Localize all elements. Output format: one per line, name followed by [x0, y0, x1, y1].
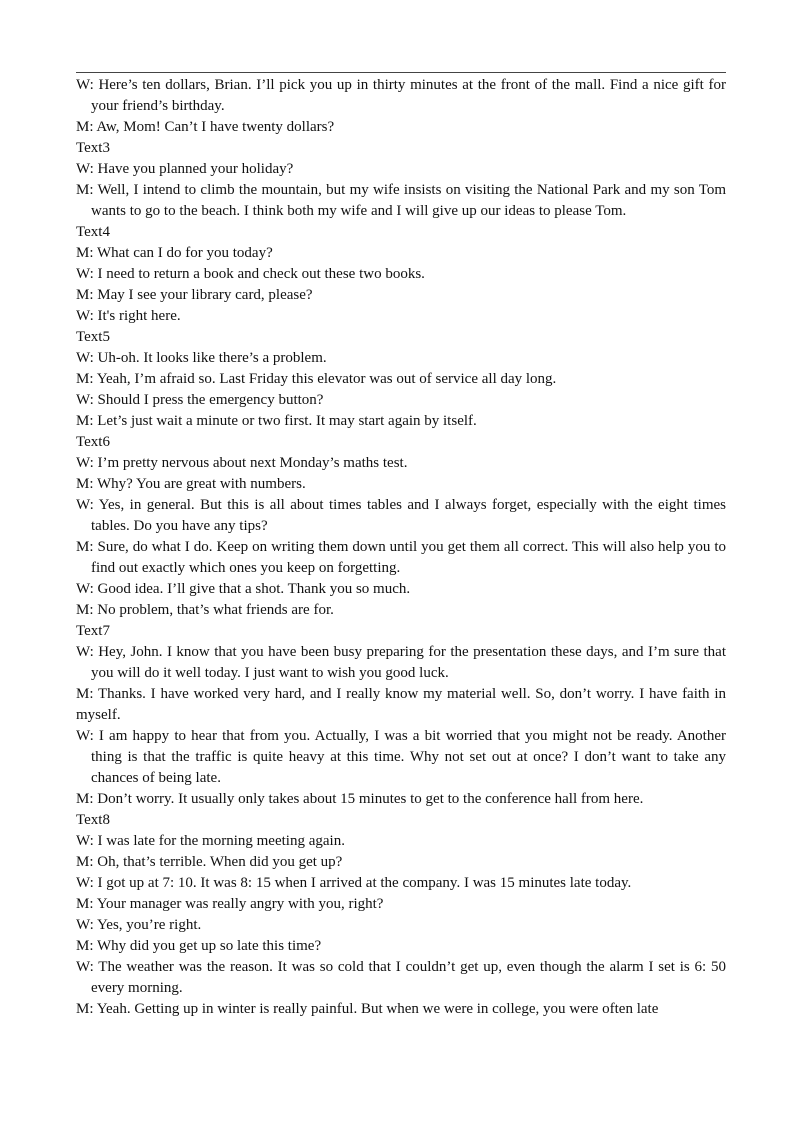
- utterance: M: Yeah, I’m afraid so. Last Friday this elevator was out of service all day long.: [76, 371, 557, 387]
- utterance: M: No problem, that’s what friends are for.: [76, 602, 334, 618]
- section-label: Text6: [76, 434, 110, 450]
- utterance: W: It's right here.: [76, 308, 181, 324]
- utterance: W: Good idea. I’ll give that a shot. Thank you so much.: [76, 581, 411, 597]
- utterance: W: The weather was the reason. It was so cold that I couldn’t get up, even though the alarm I set is 6: 50 every morning.: [76, 959, 726, 996]
- section-label: Text4: [76, 224, 110, 240]
- utterance: W: Hey, John. I know that you have been busy preparing for the presentation these days, and I’m sure that you will do it well today. I just want to wish you good luck.: [76, 644, 726, 681]
- utterance: W: Here’s ten dollars, Brian. I’ll pick you up in thirty minutes at the front of the mall. Find a nice gift for your friend’s birthday.: [76, 77, 726, 114]
- utterance: W: I need to return a book and check out these two books.: [76, 266, 425, 282]
- section-label: Text7: [76, 623, 110, 639]
- utterance: M: Yeah. Getting up in winter is really painful. But when we were in college, you were often late: [76, 1001, 659, 1017]
- utterance: M: Aw, Mom! Can’t I have twenty dollars?: [76, 119, 335, 135]
- utterance: M: Why did you get up so late this time?: [76, 938, 322, 954]
- utterance: W: Have you planned your holiday?: [76, 161, 294, 177]
- utterance: M: Thanks. I have worked very hard, and I really know my material well. So, don’t worry. I have faith in myself.: [76, 686, 726, 723]
- top-rule: [76, 72, 726, 73]
- utterance: W: I got up at 7: 10. It was 8: 15 when I arrived at the company. I was 15 minutes late today.: [76, 875, 632, 891]
- utterance: M: Why? You are great with numbers.: [76, 476, 306, 492]
- transcript-page: [76, 72, 726, 1020]
- utterance: W: I am happy to hear that from you. Actually, I was a bit worried that you might not be ready. Another thing is that the traffic is quite heavy at this time. Why not set out at once? I don’t want to take any chances of being late.: [76, 728, 726, 786]
- utterance: W: I was late for the morning meeting again.: [76, 833, 345, 849]
- utterance: W: Yes, you’re right.: [76, 917, 202, 933]
- utterance: W: Yes, in general. But this is all about times tables and I always forget, especially with the eight times tables. Do you have any tips?: [76, 497, 726, 534]
- section-label: Text5: [76, 329, 110, 345]
- utterance: M: Your manager was really angry with you, right?: [76, 896, 384, 912]
- section-label: Text8: [76, 812, 110, 828]
- utterance: W: Should I press the emergency button?: [76, 392, 324, 408]
- utterance: M: Don’t worry. It usually only takes about 15 minutes to get to the conference hall from here.: [76, 791, 644, 807]
- section-label: Text3: [76, 140, 110, 156]
- utterance: M: Sure, do what I do. Keep on writing them down until you get them all correct. This will also help you to find out exactly which ones you keep on forgetting.: [76, 539, 726, 576]
- utterance: W: Uh-oh. It looks like there’s a problem.: [76, 350, 327, 366]
- utterance: M: Oh, that’s terrible. When did you get up?: [76, 854, 343, 870]
- utterance: M: May I see your library card, please?: [76, 287, 313, 303]
- utterance: M: Well, I intend to climb the mountain, but my wife insists on visiting the National Park and my son Tom wants to go to the beach. I think both my wife and I will give up our ideas to please Tom.: [76, 182, 726, 219]
- utterance: M: Let’s just wait a minute or two first. It may start again by itself.: [76, 413, 477, 429]
- utterance: W: I’m pretty nervous about next Monday’s maths test.: [76, 455, 408, 471]
- utterance: M: What can I do for you today?: [76, 245, 273, 261]
